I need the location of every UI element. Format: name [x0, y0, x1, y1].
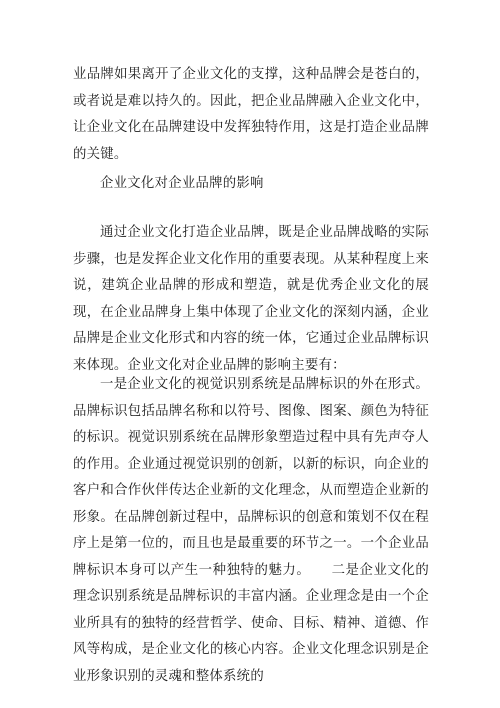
- paragraph-intro-continuation: 业品牌如果离开了企业文化的支撑，这种品牌会是苍白的，或者说是难以持久的。因此，把企业品牌融入企业文化中，让企业文化在品牌建设中发挥独特作用，这是打造企业品牌的关键。: [73, 67, 429, 162]
- section-heading: 企业文化对企业品牌的影响: [100, 176, 264, 191]
- paragraph-visual-identity: 一是企业文化的视觉识别系统是品牌标识的外在形式。品牌标识包括品牌名称和以符号、图像、图案、颜色为特征的标识。视觉识别系统在品牌形象塑造过程中具有先声夺人的作用。企业通过视觉识别的创新，以新的标识，向企业的客户和合作伙伴传达企业新的文化理念，从而塑造企业新的形象。在品牌创新过程中，品牌标识的创意和策划不仅在程序上是第一位的，而且也是最重要的环节之一。一个企业品牌标识本身可以产生一种独特的魅力。 二是企业文化的理念识别系统是品牌标识的丰富内涵。企业理念是由一个企业所具有的独特的经营哲学、使命、目标、精神、道德、作风等构成，是企业文化的核心内容。企业文化理念识别是企业形象识别的灵魂和整体系统的: [73, 377, 429, 684]
- paragraph-brand-culture: 通过企业文化打造企业品牌，既是企业品牌战略的实际步骤，也是发挥企业文化作用的重要表现。从某种程度上来说，建筑企业品牌的形成和塑造，就是优秀企业文化的展现，在企业品牌身上集中体现了企业文化的深刻内涵，企业品牌是企业文化形式和内容的统一体，它通过企业品牌标识来体现。企业文化对企业品牌的影响主要有：: [73, 225, 429, 373]
